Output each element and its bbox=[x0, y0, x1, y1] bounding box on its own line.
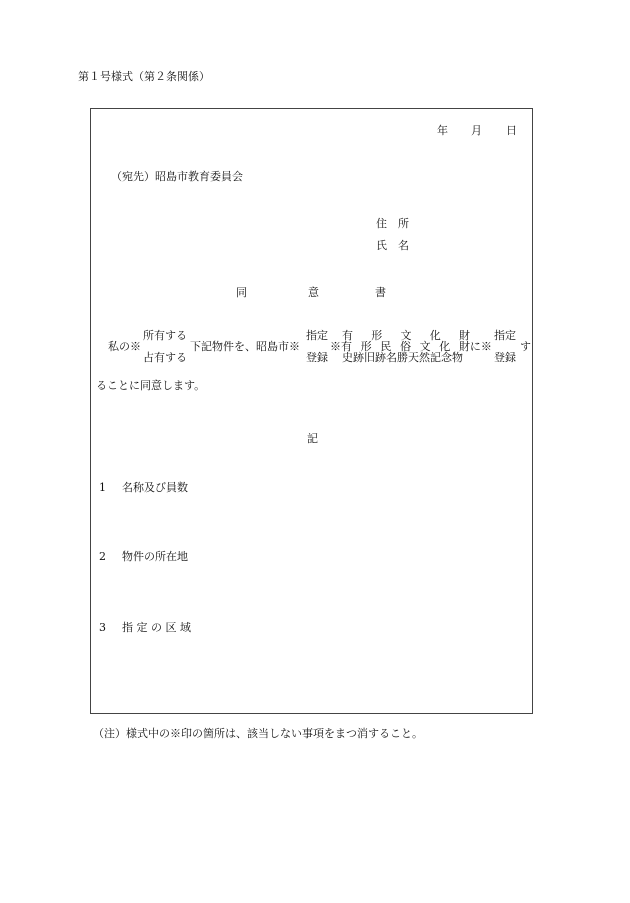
ownership-option-1: 所有する bbox=[143, 329, 187, 342]
action-b-option-1: 指定 bbox=[494, 329, 516, 342]
property-type-bottom-part: 民 bbox=[380, 340, 392, 353]
title-char-2: 意 bbox=[308, 286, 319, 299]
action-b-option-2: 登録 bbox=[494, 351, 516, 364]
property-type-bottom-part: 化 bbox=[439, 340, 451, 353]
property-type-top-char: 財 bbox=[459, 329, 470, 342]
footnote: （注）様式中の※印の箇所は、該当しない事項をまつ消すること。 bbox=[93, 727, 423, 740]
addressee: （宛先）昭島市教育委員会 bbox=[111, 170, 243, 183]
name-label-2: 名 bbox=[398, 239, 409, 252]
address-label-2: 所 bbox=[398, 217, 409, 230]
statement-continuation: ることに同意します。 bbox=[96, 379, 206, 392]
item-number: 2 bbox=[99, 550, 106, 563]
item-label: 名称及び員数 bbox=[122, 481, 188, 494]
property-type-top-char: 化 bbox=[429, 329, 441, 342]
property-type-top-char: 有 bbox=[342, 329, 353, 342]
form-number: 第１号様式（第２条関係） bbox=[78, 70, 210, 83]
statement-middle: 下記物件を、昭島市※ bbox=[190, 340, 300, 353]
title-char-1: 同 bbox=[236, 286, 247, 299]
action-a-option-1: 指定 bbox=[306, 329, 328, 342]
action-a-option-2: 登録 bbox=[306, 351, 328, 364]
property-type-third: 史跡旧跡名勝天然記念物 bbox=[342, 351, 463, 364]
address-label-1: 住 bbox=[376, 217, 387, 230]
property-type-bottom-part: ※有 bbox=[330, 340, 352, 353]
ownership-option-2: 占有する bbox=[143, 351, 187, 364]
item-number: 3 bbox=[99, 621, 106, 634]
statement-prefix: 私の※ bbox=[108, 340, 141, 353]
property-type-bottom-part: 財に※ bbox=[458, 340, 492, 353]
date-year: 年 bbox=[437, 124, 448, 137]
item-number: 1 bbox=[99, 481, 106, 494]
date-day: 日 bbox=[506, 124, 517, 137]
date-month: 月 bbox=[471, 124, 482, 137]
title-char-3: 書 bbox=[375, 286, 386, 299]
statement-suffix: す bbox=[520, 340, 531, 353]
name-label-1: 氏 bbox=[376, 239, 387, 252]
item-label: 指 定 の 区 域 bbox=[122, 621, 191, 634]
property-type-bottom-part: 形 bbox=[360, 340, 372, 353]
property-type-bottom-part: 俗 bbox=[399, 340, 411, 353]
property-type-bottom-part: 文 bbox=[419, 340, 431, 353]
item-label: 物件の所在地 bbox=[122, 550, 188, 563]
property-type-top-char: 文 bbox=[400, 329, 412, 342]
property-type-top-char: 形 bbox=[371, 329, 383, 342]
ki-heading: 記 bbox=[307, 432, 318, 445]
